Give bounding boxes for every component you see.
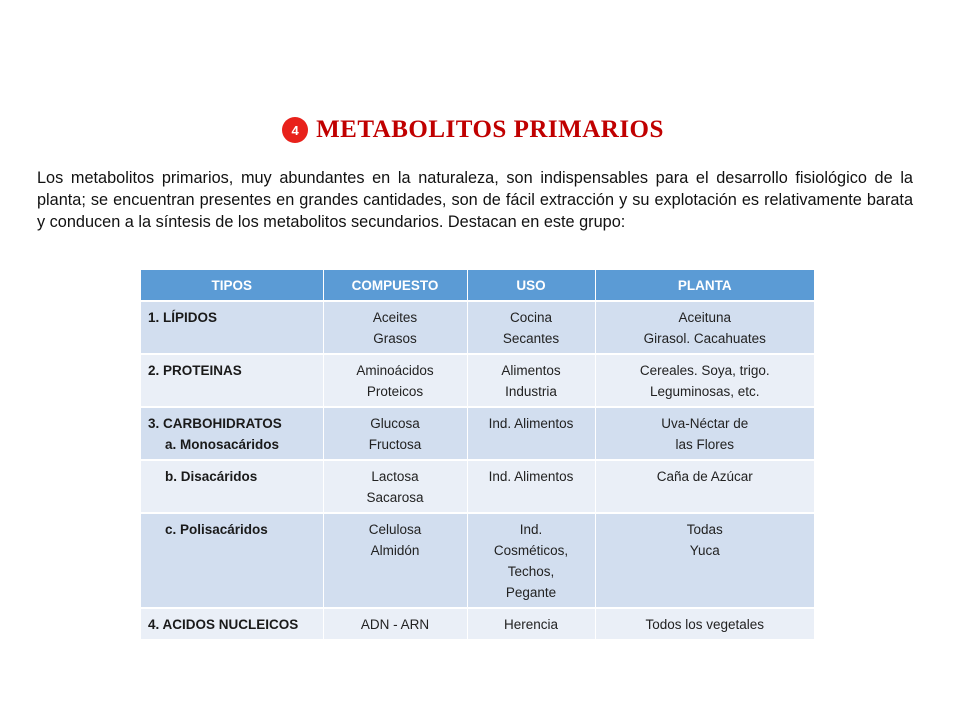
cell-line: Alimentos <box>501 363 561 378</box>
cell-compuesto <box>323 460 467 513</box>
section-header <box>0 116 960 144</box>
cell-uso <box>467 513 595 608</box>
metabolites-table <box>141 270 814 641</box>
intro-paragraph: Los metabolitos primarios, muy abundantes en la naturaleza, son indispensables para el desarrollo fisiológico de la planta; se encuentran presentes en grandes cantidades, son de fácil extracción y su explotación es relativamente barata y conducen a la síntesis de los metabolitos secundarios. Destacan en este grupo: <box>37 169 913 231</box>
cell-line: Yuca <box>689 543 720 558</box>
cell-compuesto <box>323 301 467 354</box>
cell-line: Cocina <box>509 310 553 325</box>
cell-line: Aceites <box>372 310 418 325</box>
cell-line: Techos, <box>507 564 555 579</box>
cell-line: Aceituna <box>678 310 732 325</box>
cell-compuesto <box>323 608 467 640</box>
cell-line: Celulosa <box>368 522 422 537</box>
cell-line: Girasol. Cacahuates <box>643 331 766 346</box>
page-title: METABOLITOS PRIMARIOS <box>316 116 664 143</box>
cell-line: Aminoácidos <box>356 363 434 378</box>
table-header-row <box>141 270 814 301</box>
cell-line: Almidón <box>370 543 420 558</box>
cell-line: Cereales. Soya, trigo. <box>639 363 770 378</box>
cell-uso <box>467 407 595 460</box>
cell-line: Cosméticos, <box>493 543 569 558</box>
cell-line: Ind. Alimentos <box>488 416 574 431</box>
cell-planta <box>595 354 814 407</box>
cell-tipo <box>141 354 323 407</box>
cell-line: Glucosa <box>370 416 420 431</box>
cell-tipo <box>141 513 323 608</box>
cell-line: Ind. <box>519 522 543 537</box>
cell-planta <box>595 301 814 354</box>
cell-tipo <box>141 301 323 354</box>
table-row <box>141 301 814 354</box>
cell-compuesto <box>323 407 467 460</box>
cell-line: 3. CARBOHIDRATOS <box>148 416 282 431</box>
cell-planta <box>595 513 814 608</box>
cell-line: Fructosa <box>368 437 422 452</box>
table-row <box>141 608 814 640</box>
table-row <box>141 460 814 513</box>
cell-line: Herencia <box>503 617 559 632</box>
table-row <box>141 407 814 460</box>
table-row <box>141 354 814 407</box>
cell-tipo <box>141 608 323 640</box>
cell-line: b. Disacáridos <box>165 469 258 484</box>
cell-uso <box>467 460 595 513</box>
column-header-planta: PLANTA <box>595 270 814 301</box>
table-body <box>141 301 814 640</box>
cell-planta <box>595 608 814 640</box>
cell-line: c. Polisacáridos <box>165 522 268 537</box>
cell-compuesto <box>323 354 467 407</box>
cell-line: a. Monosacáridos <box>165 437 280 452</box>
cell-tipo <box>141 407 323 460</box>
cell-line: Industria <box>505 384 557 399</box>
cell-line: las Flores <box>675 437 734 452</box>
column-header-tipos: TIPOS <box>141 270 323 301</box>
column-header-uso: USO <box>467 270 595 301</box>
cell-line: Sacarosa <box>366 490 424 505</box>
cell-uso <box>467 301 595 354</box>
cell-tipo <box>141 460 323 513</box>
cell-line: Leguminosas, etc. <box>649 384 760 399</box>
cell-planta <box>595 407 814 460</box>
cell-line: Proteicos <box>366 384 424 399</box>
cell-uso <box>467 354 595 407</box>
table-row <box>141 513 814 608</box>
cell-line: Lactosa <box>371 469 419 484</box>
cell-line: 2. PROTEINAS <box>148 363 242 378</box>
cell-line: 4. ACIDOS NUCLEICOS <box>148 617 299 632</box>
cell-line: Todas <box>686 522 723 537</box>
cell-line: Uva-Néctar de <box>661 416 749 431</box>
cell-line: Grasos <box>373 331 417 346</box>
column-header-compuesto: COMPUESTO <box>323 270 467 301</box>
cell-uso <box>467 608 595 640</box>
cell-line: Pegante <box>505 585 557 600</box>
cell-line: Ind. Alimentos <box>488 469 574 484</box>
cell-line: ADN - ARN <box>360 617 430 632</box>
cell-line: 1. LÍPIDOS <box>148 310 218 325</box>
cell-line: Secantes <box>502 331 560 346</box>
cell-compuesto <box>323 513 467 608</box>
cell-line: Todos los vegetales <box>645 617 765 632</box>
cell-planta <box>595 460 814 513</box>
cell-line: Caña de Azúcar <box>656 469 753 484</box>
section-number-badge: 4 <box>282 117 308 143</box>
